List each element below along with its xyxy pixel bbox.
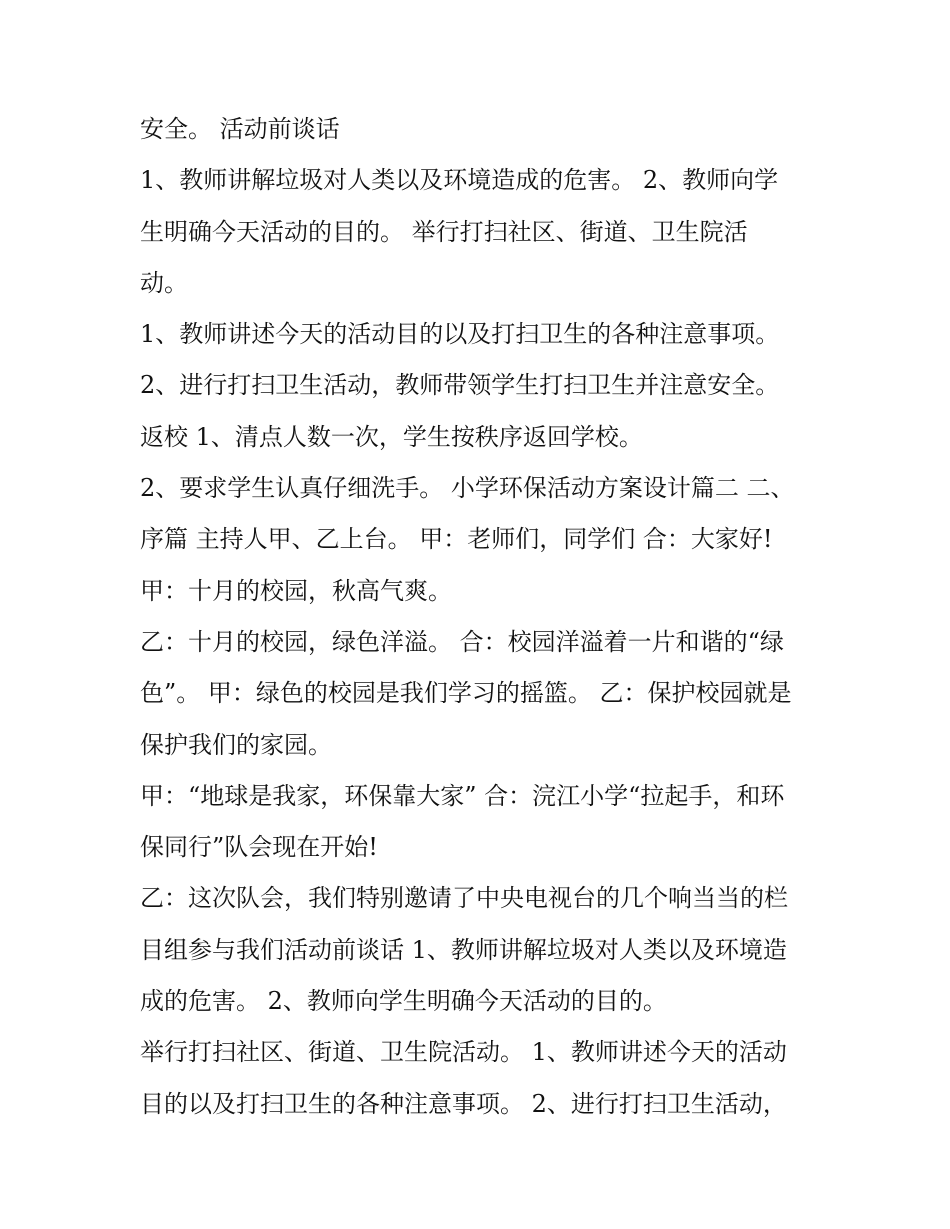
text-line: 色”。 甲：绿色的校园是我们学习的摇篮。 乙：保护校园就是 <box>140 679 792 708</box>
text-line: 目组参与我们活动前谈话 1、教师讲解垃圾对人类以及环境造 <box>140 935 787 964</box>
text-line: 2、要求学生认真仔细洗手。 小学环保活动方案设计篇二 二、 <box>140 474 795 503</box>
text-line: 举行打扫社区、街道、卫生院活动。 1、教师讲述今天的活动 <box>140 1038 787 1067</box>
text-line: 保护我们的家园。 <box>140 730 332 759</box>
text-line: 动。 <box>140 268 188 297</box>
text-line: 1、教师讲述今天的活动目的以及打扫卫生的各种注意事项。 <box>140 320 780 349</box>
document-body <box>140 112 830 1138</box>
text-line: 成的危害。 2、教师向学生明确今天活动的目的。 <box>140 987 667 1016</box>
text-line: 2、进行打扫卫生活动，教师带领学生打扫卫生并注意安全。 <box>140 371 780 400</box>
text-line: 1、教师讲解垃圾对人类以及环境造成的危害。 2、教师向学 <box>140 166 779 195</box>
text-line: 甲：“地球是我家，环保靠大家” 合：浣江小学“拉起手，和环 <box>140 781 785 810</box>
text-line: 保同行”队会现在开始! <box>140 833 378 862</box>
text-line: 乙：这次队会，我们特别邀请了中央电视台的几个响当当的栏 <box>140 884 788 913</box>
text-line: 序篇 主持人甲、乙上台。 甲：老师们，同学们 合：大家好! <box>140 525 773 554</box>
text-line: 甲：十月的校园，秋高气爽。 <box>140 576 452 605</box>
text-line: 目的以及打扫卫生的各种注意事项。 2、进行打扫卫生活动， <box>140 1089 787 1118</box>
text-line: 安全。 活动前谈话 <box>140 115 340 143</box>
text-line: 乙：十月的校园，绿色洋溢。 合：校园洋溢着一片和谐的“绿 <box>140 627 784 656</box>
text-line: 返校 1、清点人数一次，学生按秩序返回学校。 <box>140 422 643 451</box>
text-line: 生明确今天活动的目的。 举行打扫社区、街道、卫生院活 <box>140 217 748 246</box>
